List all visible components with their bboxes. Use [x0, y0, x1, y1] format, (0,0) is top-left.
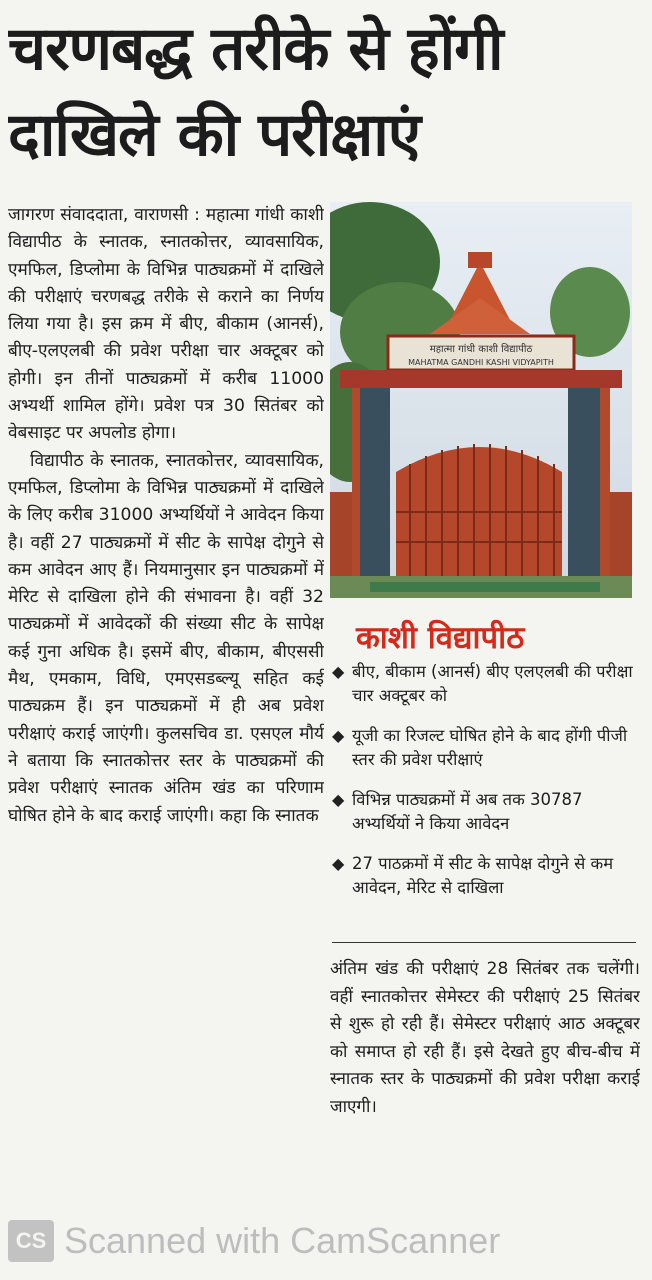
diamond-bullet-icon: ◆: [332, 790, 345, 809]
headline: [8, 6, 644, 178]
camscanner-watermark: [8, 1218, 608, 1264]
watermark-text: Scanned with CamScanner: [64, 1220, 501, 1261]
gate-photo-illustration: [330, 202, 632, 598]
article-paragraph-2: विद्यापीठ के स्नातक, स्नातकोत्तर, व्यावसायिक, एमफिल, डिप्लोमा के विभिन्न पाठ्यक्रमों में दाखिले के लिए करीब 31000 अभ्यर्थियों ने आवेदन किया है। वहीं 27 पाठ्यक्रमों में सीट के सापेक्ष दोगुने से कम आवेदन आए हैं। नियमानुसार इन पाठ्यक्रमों में मेरिट से दाखिला होने की संभावना है। वहीं 32 पाठ्यक्रमों में आवेदकों की संख्या सीट के सापेक्ष कई गुना अधिक है। इसमें बीए, बीकाम, बीएससी मैथ, एमकाम, विधि, एमएसडब्ल्यू सहित कई पाठ्यक्रम हैं। इन पाठ्यक्रमों में ही अब प्रवेश परीक्षाएं कराई जाएंगी। कुलसचिव डा. एसएल मौर्य ने बताया कि स्नातकोत्तर स्तर के पाठ्यक्रमों की प्रवेश परीक्षाएं स्नातक अंतिम खंड का परिणाम घोषित होने के बाद कराई जाएंगी। कहा कि स्नातक: [8, 450, 324, 826]
highlight-text: यूजी का रिजल्ट घोषित होने के बाद होंगी पीजी स्तर की प्रवेश परीक्षाएं: [352, 726, 628, 769]
headline-line-2: दाखिले की परीक्षाएं: [8, 100, 420, 170]
highlights-list: [330, 660, 640, 916]
section-divider: [332, 942, 636, 943]
article-paragraph-3: अंतिम खंड की परीक्षाएं 28 सितंबर तक चलेंगी। वहीं स्नातकोत्तर सेमेस्टर की परीक्षाएं 25 सितंबर से शुरू हो रही हैं। सेमेस्टर परीक्षाएं आठ अक्टूबर को समाप्त हो रही हैं। इसे देखते हुए बीच-बीच में स्नातक स्तर के पाठ्यक्रमों की प्रवेश परीक्षा कराई जाएगी।: [330, 959, 640, 1117]
highlight-text: 27 पाठक्रमों में सीट के सापेक्ष दोगुने से कम आवेदन, मेरिट से दाखिला: [352, 854, 614, 897]
highlight-item: [330, 788, 640, 836]
headline-line-1: चरणबद्ध तरीके से होंगी: [8, 14, 503, 84]
gate-photo: [330, 202, 632, 598]
diamond-bullet-icon: ◆: [332, 662, 345, 681]
highlight-item: [330, 852, 640, 900]
gate-sign-english: MAHATMA GANDHI KASHI VIDYAPITH: [408, 358, 554, 367]
gate-sign-hindi: महात्मा गांधी काशी विद्यापीठ: [429, 344, 533, 355]
diamond-bullet-icon: ◆: [332, 854, 345, 873]
camscanner-logo-icon: CS: [8, 1220, 54, 1262]
highlight-text: बीए, बीकाम (आनर्स) बीए एलएलबी की परीक्षा चार अक्टूबर को: [352, 662, 633, 705]
highlight-text: विभिन्न पाठ्यक्रमों में अब तक 30787 अभ्यर्थियों ने किया आवेदन: [352, 790, 583, 833]
article-right-column: [330, 956, 640, 1192]
article-paragraph-1: जागरण संवाददाता, वाराणसी : महात्मा गांधी काशी विद्यापीठ के स्नातक, स्नातकोत्तर, व्यावसायिक, एमफिल, डिप्लोमा के विभिन्न पाठ्यक्रमों में दाखिले की परीक्षाएं चरणबद्ध तरीके से कराने का निर्णय लिया गया है। इस क्रम में बीए, बीकाम (आनर्स), बीए-एलएलबी की प्रवेश परीक्षा चार अक्टूबर को होगी। इन तीनों पाठ्यक्रमों में करीब 11000 अभ्यर्थी शामिल होंगे। प्रवेश पत्र 30 सितंबर को वेबसाइट पर अपलोड होगा।: [8, 205, 324, 444]
diamond-bullet-icon: ◆: [332, 726, 345, 745]
highlights-title: काशी विद्यापीठ: [356, 620, 525, 656]
article-left-column: [8, 202, 324, 1192]
highlight-item: [330, 660, 640, 708]
highlight-item: [330, 724, 640, 772]
